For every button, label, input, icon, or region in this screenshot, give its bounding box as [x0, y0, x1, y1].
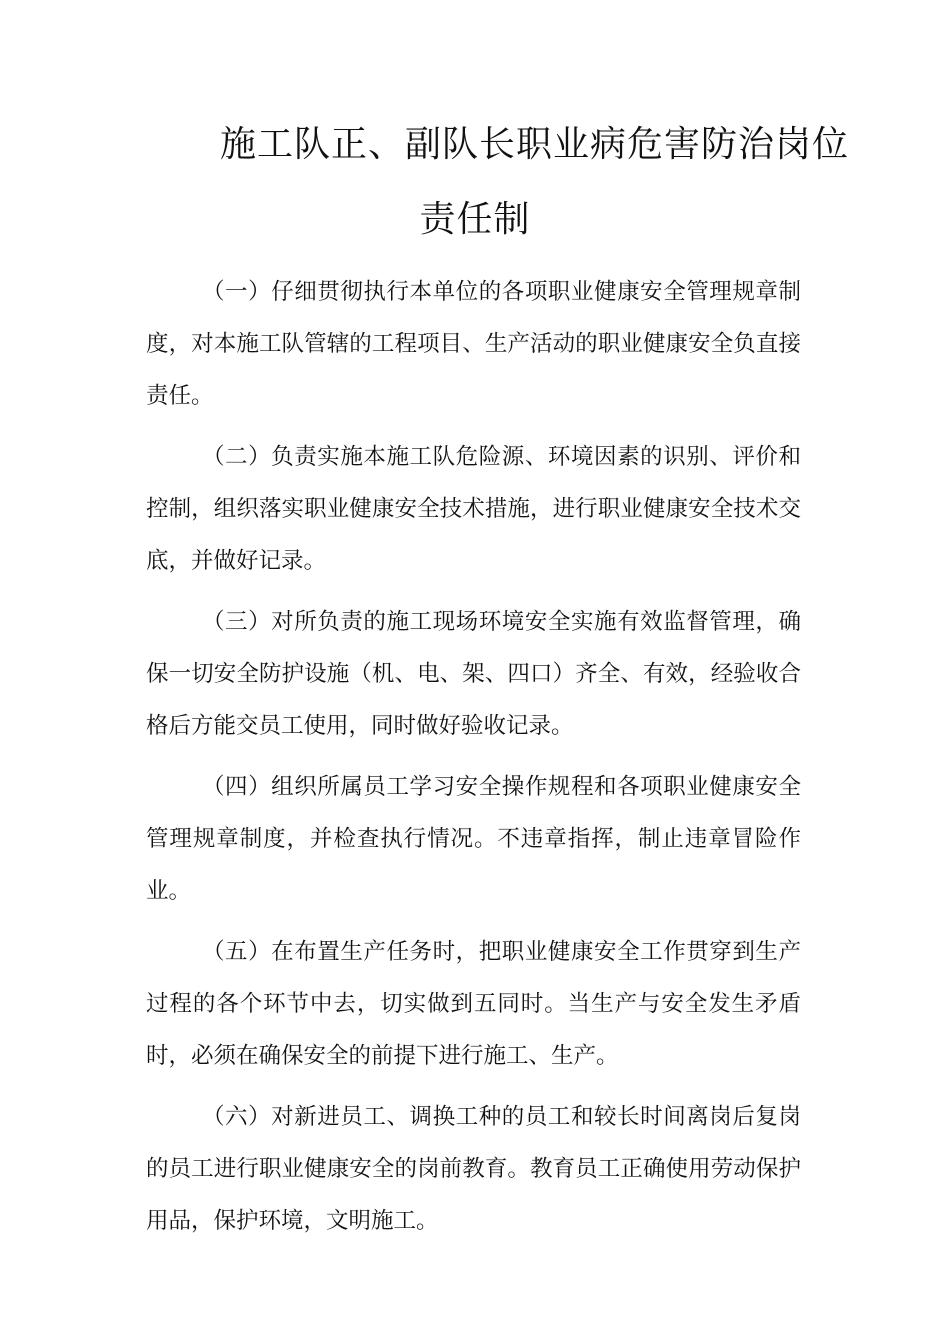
document-title-line-1: 施工队正、副队长职业病危害防治岗位 — [220, 124, 850, 165]
document-title-line-2: 责任制 — [419, 199, 531, 240]
paragraph-1: （一）仔细贯彻执行本单位的各项职业健康安全管理规章制度，对本施工队管辖的工程项目、生产活动的职业健康安全负直接责任。 — [146, 279, 801, 409]
paragraph-6: （六）对新进员工、调换工种的员工和较长时间离岗后复岗的员工进行职业健康安全的岗前教育。教育员工正确使用劳动保护用品，保护环境，文明施工。 — [146, 1104, 801, 1234]
paragraph-4: （四）组织所属员工学习安全操作规程和各项职业健康安全管理规章制度，并检查执行情况。不违章指挥，制止违章冒险作业。 — [146, 774, 801, 904]
paragraph-2: （二）负责实施本施工队危险源、环境因素的识别、评价和控制，组织落实职业健康安全技术措施，进行职业健康安全技术交底，并做好记录。 — [146, 444, 801, 574]
paragraph-3: （三）对所负责的施工现场环境安全实施有效监督管理，确保一切安全防护设施（机、电、架、四口）齐全、有效，经验收合格后方能交员工使用，同时做好验收记录。 — [146, 609, 801, 739]
document-body — [146, 266, 801, 1256]
paragraph-5: （五）在布置生产任务时，把职业健康安全工作贯穿到生产过程的各个环节中去，切实做到五同时。当生产与安全发生矛盾时，必须在确保安全的前提下进行施工、生产。 — [146, 939, 801, 1069]
